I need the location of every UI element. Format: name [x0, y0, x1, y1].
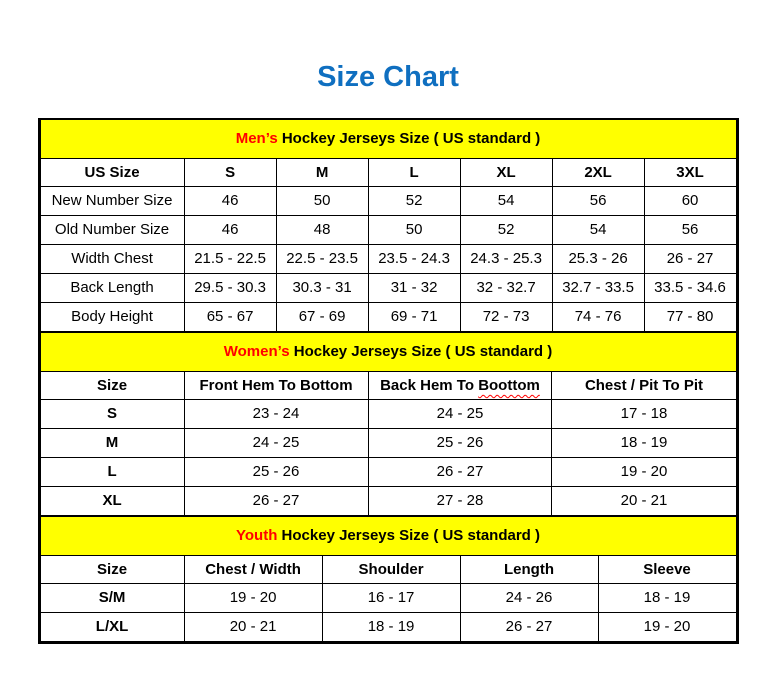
youth-size-table — [40, 516, 737, 642]
cell-value: 19 - 20 — [598, 613, 736, 642]
youth-section-title: Youth Hockey Jerseys Size ( US standard ) — [40, 517, 736, 556]
cell-value: 25.3 - 26 — [552, 245, 644, 274]
column-header: Chest / Pit To Pit — [552, 372, 736, 400]
row-label: Back Length — [40, 274, 184, 303]
column-header: Sleeve — [598, 556, 736, 584]
youth-column-header-row — [40, 556, 736, 584]
column-header: 2XL — [552, 159, 644, 187]
cell-value: 46 — [184, 187, 276, 216]
table-row — [40, 274, 736, 303]
cell-value: 33.5 - 34.6 — [644, 274, 736, 303]
cell-value: 54 — [552, 216, 644, 245]
womens-section-title: Women’s Hockey Jerseys Size ( US standard ) — [40, 333, 736, 372]
column-header: XL — [460, 159, 552, 187]
column-header: Length — [460, 556, 598, 584]
cell-value: 24 - 26 — [460, 584, 598, 613]
cell-value: 19 - 20 — [184, 584, 322, 613]
table-row — [40, 400, 736, 429]
spellcheck-underlined-word: Boottom — [478, 376, 540, 394]
column-header: Shoulder — [322, 556, 460, 584]
cell-value: 31 - 32 — [368, 274, 460, 303]
cell-value: 22.5 - 23.5 — [276, 245, 368, 274]
cell-value: 20 - 21 — [184, 613, 322, 642]
cell-value: 16 - 17 — [322, 584, 460, 613]
cell-value: 24 - 25 — [368, 400, 552, 429]
cell-value: 54 — [460, 187, 552, 216]
cell-value: 30.3 - 31 — [276, 274, 368, 303]
cell-value: 17 - 18 — [552, 400, 736, 429]
table-row — [40, 216, 736, 245]
table-row — [40, 245, 736, 274]
table-row — [40, 584, 736, 613]
cell-value: 56 — [552, 187, 644, 216]
cell-value: 50 — [276, 187, 368, 216]
cell-value: 27 - 28 — [368, 487, 552, 516]
cell-value: 67 - 69 — [276, 303, 368, 332]
youth-section-header-row — [40, 517, 736, 556]
column-header: L — [368, 159, 460, 187]
mens-section-header-row — [40, 120, 736, 159]
column-header: Back Hem To Boottom — [368, 372, 552, 400]
cell-value: 19 - 20 — [552, 458, 736, 487]
column-header: M — [276, 159, 368, 187]
cell-value: 50 — [368, 216, 460, 245]
cell-value: 20 - 21 — [552, 487, 736, 516]
row-label: Old Number Size — [40, 216, 184, 245]
cell-value: 77 - 80 — [644, 303, 736, 332]
column-header: 3XL — [644, 159, 736, 187]
cell-value: 29.5 - 30.3 — [184, 274, 276, 303]
mens-size-table — [40, 120, 737, 332]
cell-value: 25 - 26 — [184, 458, 368, 487]
page-title: Size Chart — [317, 61, 459, 93]
row-label: XL — [40, 487, 184, 516]
table-row — [40, 429, 736, 458]
womens-column-header-row — [40, 372, 736, 400]
table-row — [40, 487, 736, 516]
mens-section-title-highlight: Men’s — [235, 130, 278, 148]
cell-value: 72 - 73 — [460, 303, 552, 332]
cell-value: 48 — [276, 216, 368, 245]
cell-value: 52 — [368, 187, 460, 216]
cell-value: 18 - 19 — [598, 584, 736, 613]
cell-value: 18 - 19 — [552, 429, 736, 458]
cell-value: 21.5 - 22.5 — [184, 245, 276, 274]
column-header: Size — [40, 372, 184, 400]
row-label: New Number Size — [40, 187, 184, 216]
table-row — [40, 458, 736, 487]
youth-section-title-highlight: Youth — [236, 527, 278, 545]
cell-value: 26 - 27 — [644, 245, 736, 274]
column-header: Front Hem To Bottom — [184, 372, 368, 400]
cell-value: 69 - 71 — [368, 303, 460, 332]
cell-value: 23.5 - 24.3 — [368, 245, 460, 274]
cell-value: 46 — [184, 216, 276, 245]
column-header: Chest / Width — [184, 556, 322, 584]
cell-value: 32.7 - 33.5 — [552, 274, 644, 303]
cell-value: 26 - 27 — [368, 458, 552, 487]
row-label: L/XL — [40, 613, 184, 642]
row-label: M — [40, 429, 184, 458]
cell-value: 23 - 24 — [184, 400, 368, 429]
cell-value: 25 - 26 — [368, 429, 552, 458]
womens-section-header-row — [40, 333, 736, 372]
row-label: S — [40, 400, 184, 429]
womens-size-table — [40, 332, 737, 516]
cell-value: 26 - 27 — [184, 487, 368, 516]
cell-value: 60 — [644, 187, 736, 216]
row-label: Width Chest — [40, 245, 184, 274]
row-label: Body Height — [40, 303, 184, 332]
size-chart-tables — [38, 118, 739, 644]
row-label: L — [40, 458, 184, 487]
row-label: S/M — [40, 584, 184, 613]
mens-column-header-row — [40, 159, 736, 187]
cell-value: 65 - 67 — [184, 303, 276, 332]
column-header: S — [184, 159, 276, 187]
cell-value: 56 — [644, 216, 736, 245]
column-header: US Size — [40, 159, 184, 187]
cell-value: 26 - 27 — [460, 613, 598, 642]
cell-value: 74 - 76 — [552, 303, 644, 332]
cell-value: 18 - 19 — [322, 613, 460, 642]
mens-section-title: Men’s Hockey Jerseys Size ( US standard ) — [40, 120, 736, 159]
cell-value: 24.3 - 25.3 — [460, 245, 552, 274]
cell-value: 52 — [460, 216, 552, 245]
womens-section-title-highlight: Women’s — [223, 343, 290, 361]
cell-value: 32 - 32.7 — [460, 274, 552, 303]
column-header: Size — [40, 556, 184, 584]
table-row — [40, 613, 736, 642]
table-row — [40, 187, 736, 216]
cell-value: 24 - 25 — [184, 429, 368, 458]
table-row — [40, 303, 736, 332]
